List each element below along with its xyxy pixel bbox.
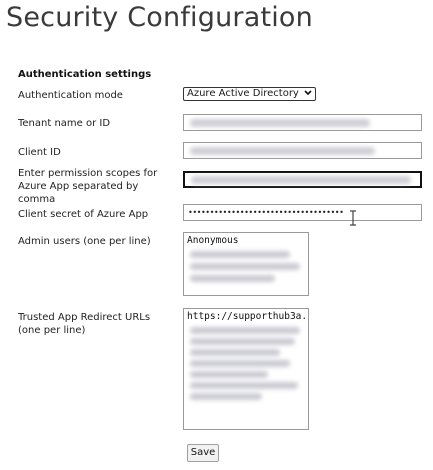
redacted-value <box>190 393 262 400</box>
admin-users-first-line: Anonymous <box>187 235 239 246</box>
redacted-value <box>190 360 290 367</box>
page-title: Security Configuration <box>6 2 313 33</box>
redacted-value <box>190 382 298 389</box>
redacted-value <box>191 176 411 184</box>
tenant-input[interactable] <box>183 114 422 131</box>
redacted-value <box>190 147 375 155</box>
auth-mode-label: Authentication mode <box>18 90 123 101</box>
admin-users-label: Admin users (one per line) <box>18 236 151 247</box>
redacted-value <box>190 263 300 270</box>
text-cursor-icon <box>347 210 359 226</box>
redirect-urls-label: Trusted App Redirect URLs (one per line) <box>18 312 151 336</box>
redacted-value <box>190 349 280 356</box>
redacted-value <box>190 275 275 282</box>
redacted-value <box>190 371 268 378</box>
admin-users-textarea[interactable] <box>183 232 309 296</box>
redacted-value <box>190 119 370 127</box>
client-id-input[interactable] <box>183 142 422 159</box>
auth-mode-select[interactable] <box>183 87 316 101</box>
scopes-label: Enter permission scopes for Azure App separated by comma <box>18 168 158 205</box>
tenant-label: Tenant name or ID <box>18 118 111 129</box>
client-secret-input[interactable] <box>183 204 422 221</box>
auth-mode-value: Azure Active Directory <box>187 88 299 99</box>
chevron-down-icon <box>304 87 312 101</box>
client-secret-label: Client secret of Azure App <box>18 209 149 220</box>
scopes-input[interactable] <box>183 171 422 188</box>
client-secret-value: •••••••••••••••••••••••••••••••••••• <box>188 208 344 217</box>
section-title: Authentication settings <box>18 69 152 80</box>
redacted-value <box>190 338 295 345</box>
redirect-urls-textarea[interactable] <box>183 308 309 430</box>
redacted-value <box>190 251 290 258</box>
redacted-value <box>190 327 300 334</box>
client-id-label: Client ID <box>18 147 61 158</box>
redirect-urls-first-line: https://supporthub3a. <box>187 311 308 322</box>
save-button[interactable]: Save <box>187 444 219 462</box>
